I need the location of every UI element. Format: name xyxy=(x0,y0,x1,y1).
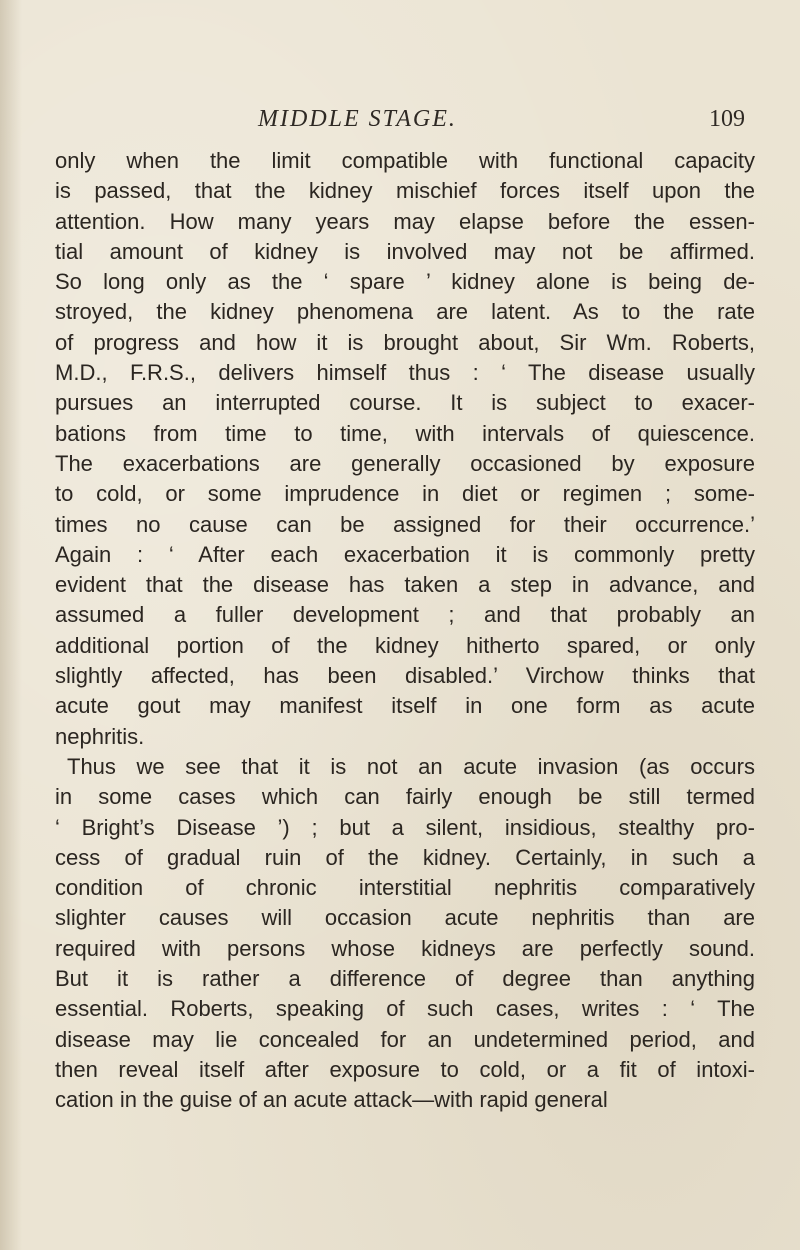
text-line: additional portion of the kidney hitherto spared, or only xyxy=(55,632,755,658)
text-line: evident that the disease has taken a step in advance, and xyxy=(55,572,755,598)
running-head-title: MIDDLE STAGE. xyxy=(258,106,457,132)
text-line: condition of chronic interstitial nephritis comparatively xyxy=(55,875,755,901)
text-line: tial amount of kidney is involved may not be affirmed. xyxy=(55,238,755,264)
text-line: cess of gradual ruin of the kidney. Certainly, in such a xyxy=(55,844,755,870)
text-line: stroyed, the kidney phenomena are latent. As to the rate xyxy=(55,299,755,325)
page-edge-shadow xyxy=(0,0,22,1250)
text-line: Thus we see that it is not an acute invasion (as occurs xyxy=(67,753,755,779)
text-line: is passed, that the kidney mischief forces itself upon the xyxy=(55,178,755,204)
text-line: cation in the guise of an acute attack—with rapid general xyxy=(55,1087,608,1113)
text-line: essential. Roberts, speaking of such cases, writes : ‘ The xyxy=(55,996,755,1022)
text-line: But it is rather a difference of degree than anything xyxy=(55,966,755,992)
text-line: times no cause can be assigned for their occurrence.’ xyxy=(55,511,755,537)
text-line: bations from time to time, with intervals of quiescence. xyxy=(55,420,755,446)
text-line: slighter causes will occasion acute nephritis than are xyxy=(55,905,755,931)
text-line: disease may lie concealed for an undetermined period, and xyxy=(55,1026,755,1052)
body-text xyxy=(55,146,755,1116)
text-line: attention. How many years may elapse before the essen- xyxy=(55,208,755,234)
text-line: of progress and how it is brought about, Sir Wm. Roberts, xyxy=(55,329,755,355)
text-line: then reveal itself after exposure to cold, or a fit of intoxi- xyxy=(55,1056,755,1082)
text-line: acute gout may manifest itself in one form as acute xyxy=(55,693,755,719)
text-line: nephritis. xyxy=(55,723,145,749)
text-line: So long only as the ‘ spare ’ kidney alone is being de- xyxy=(55,269,755,295)
text-line: ‘ Bright’s Disease ’) ; but a silent, insidious, stealthy pro- xyxy=(55,814,755,840)
text-line: to cold, or some imprudence in diet or regimen ; some- xyxy=(55,481,755,507)
text-line: Again : ‘ After each exacerbation it is commonly pretty xyxy=(55,541,755,567)
text-line: in some cases which can fairly enough be still termed xyxy=(55,784,755,810)
text-line: slightly affected, has been disabled.’ Virchow thinks that xyxy=(55,663,755,689)
text-line: assumed a fuller development ; and that probably an xyxy=(55,602,755,628)
running-head xyxy=(0,106,800,136)
page-number: 109 xyxy=(709,106,745,132)
text-line: only when the limit compatible with functional capacity xyxy=(55,148,755,173)
text-line: M.D., F.R.S., delivers himself thus : ‘ The disease usually xyxy=(55,360,755,386)
text-line: pursues an interrupted course. It is subject to exacer- xyxy=(55,390,755,416)
text-line: required with persons whose kidneys are perfectly sound. xyxy=(55,935,755,961)
text-line: The exacerbations are generally occasioned by exposure xyxy=(55,450,755,476)
